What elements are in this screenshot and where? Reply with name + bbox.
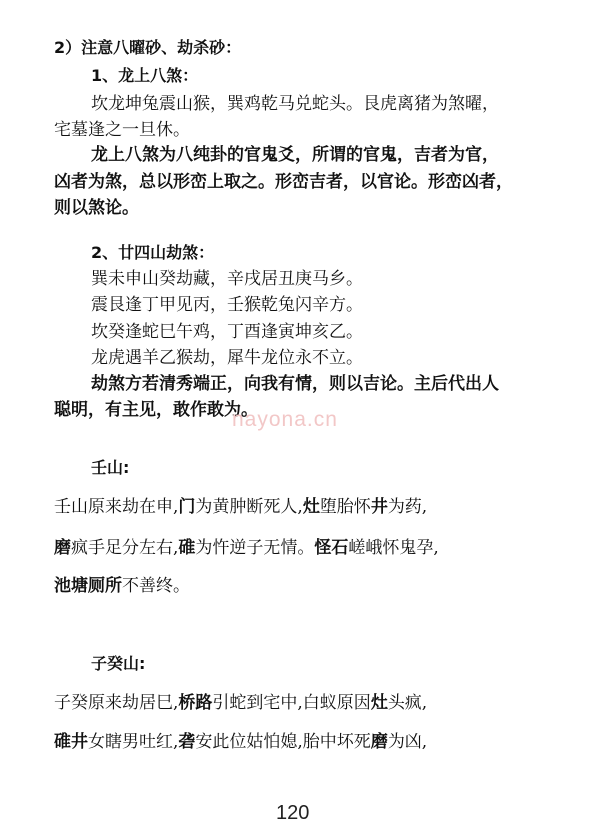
text-run-bold: 砻	[178, 732, 196, 752]
text-run-bold: 怪石	[314, 538, 349, 558]
text-run: 壬山原来劫在申,	[54, 497, 179, 517]
text-run: 头疯,	[387, 693, 428, 713]
text-run-bold: 碓	[178, 538, 196, 558]
subsection-1-title: 1、龙上八煞：	[91, 66, 199, 85]
text-run-bold: 磨	[54, 538, 71, 558]
zigui-line-1	[54, 691, 427, 715]
zigui-line-2	[54, 730, 427, 754]
text-run-bold: 灶	[370, 693, 388, 713]
text-run-bold: 门	[178, 497, 196, 517]
text-run: 为黄肿断死人,	[195, 497, 303, 517]
text-run: 堕胎怀	[319, 497, 371, 517]
page-number: 120	[276, 802, 310, 824]
text-run-bold: 碓井	[54, 732, 88, 752]
subsection-1-note-2: 凶者为煞，总以形峦上取之。形峦吉者，以官论。形峦凶者，	[54, 172, 513, 192]
text-run: 子癸原来劫居巳,	[54, 693, 179, 713]
subsection-1-note-3: 则以煞论。	[54, 198, 139, 218]
text-run-bold: 池塘厕所	[54, 576, 122, 596]
text-run: 为凶,	[387, 732, 428, 752]
renshan-line-3	[54, 574, 190, 598]
subsection-1-note-1: 龙上八煞为八纯卦的官鬼爻，所谓的官鬼，吉者为官，	[91, 145, 499, 165]
text-run: 安此位姑怕媳,胎中坏死	[195, 732, 371, 752]
text-run-bold: 灶	[302, 497, 320, 517]
text-run: 女瞎男吐红,	[88, 732, 179, 752]
text-run: 疯手足分左右,	[71, 538, 179, 558]
watermark: nayona.cn	[232, 408, 338, 431]
text-run-bold: 桥路	[178, 693, 213, 713]
text-run-bold: 井	[370, 497, 388, 517]
renshan-line-1	[54, 495, 427, 519]
subsection-2-note-1: 劫煞方若清秀端正，向我有情，则以吉论。主后代出人	[91, 374, 499, 394]
subsection-2-title: 2、廿四山劫煞：	[91, 243, 215, 262]
renshan-line-2	[54, 536, 439, 560]
zigui-title: 子癸山:	[91, 654, 146, 673]
section-heading: 2）注意八曜砂、劫杀砂：	[54, 38, 242, 57]
subsection-2-verse-2: 震艮逢丁甲见丙，壬猴乾兔闪辛方。	[91, 295, 363, 315]
subsection-2-verse-3: 坎癸逢蛇巳午鸡，丁酉逢寅坤亥乙。	[91, 322, 363, 342]
subsection-1-verse-1: 坎龙坤兔震山猴，巽鸡乾马兑蛇头。艮虎离猪为煞曜，	[91, 94, 499, 114]
text-run: 引蛇到宅中,白蚁原因	[212, 693, 371, 713]
renshan-title: 壬山:	[91, 458, 130, 477]
text-run: 嵯峨怀鬼孕,	[348, 538, 439, 558]
subsection-2-verse-1: 巽未申山癸劫藏，辛戌居丑庚马乡。	[91, 269, 363, 289]
text-run: 为忤逆子无情。	[195, 538, 315, 558]
subsection-2-note-2: 聪明，有主见，敢作敢为。	[54, 400, 258, 420]
subsection-1-verse-2: 宅墓逢之一旦休。	[54, 120, 190, 140]
subsection-2-verse-4: 龙虎遇羊乙猴劫，犀牛龙位永不立。	[91, 348, 363, 368]
text-run: 为药,	[387, 497, 428, 517]
text-run-bold: 磨	[370, 732, 388, 752]
text-run: 不善终。	[122, 576, 190, 596]
